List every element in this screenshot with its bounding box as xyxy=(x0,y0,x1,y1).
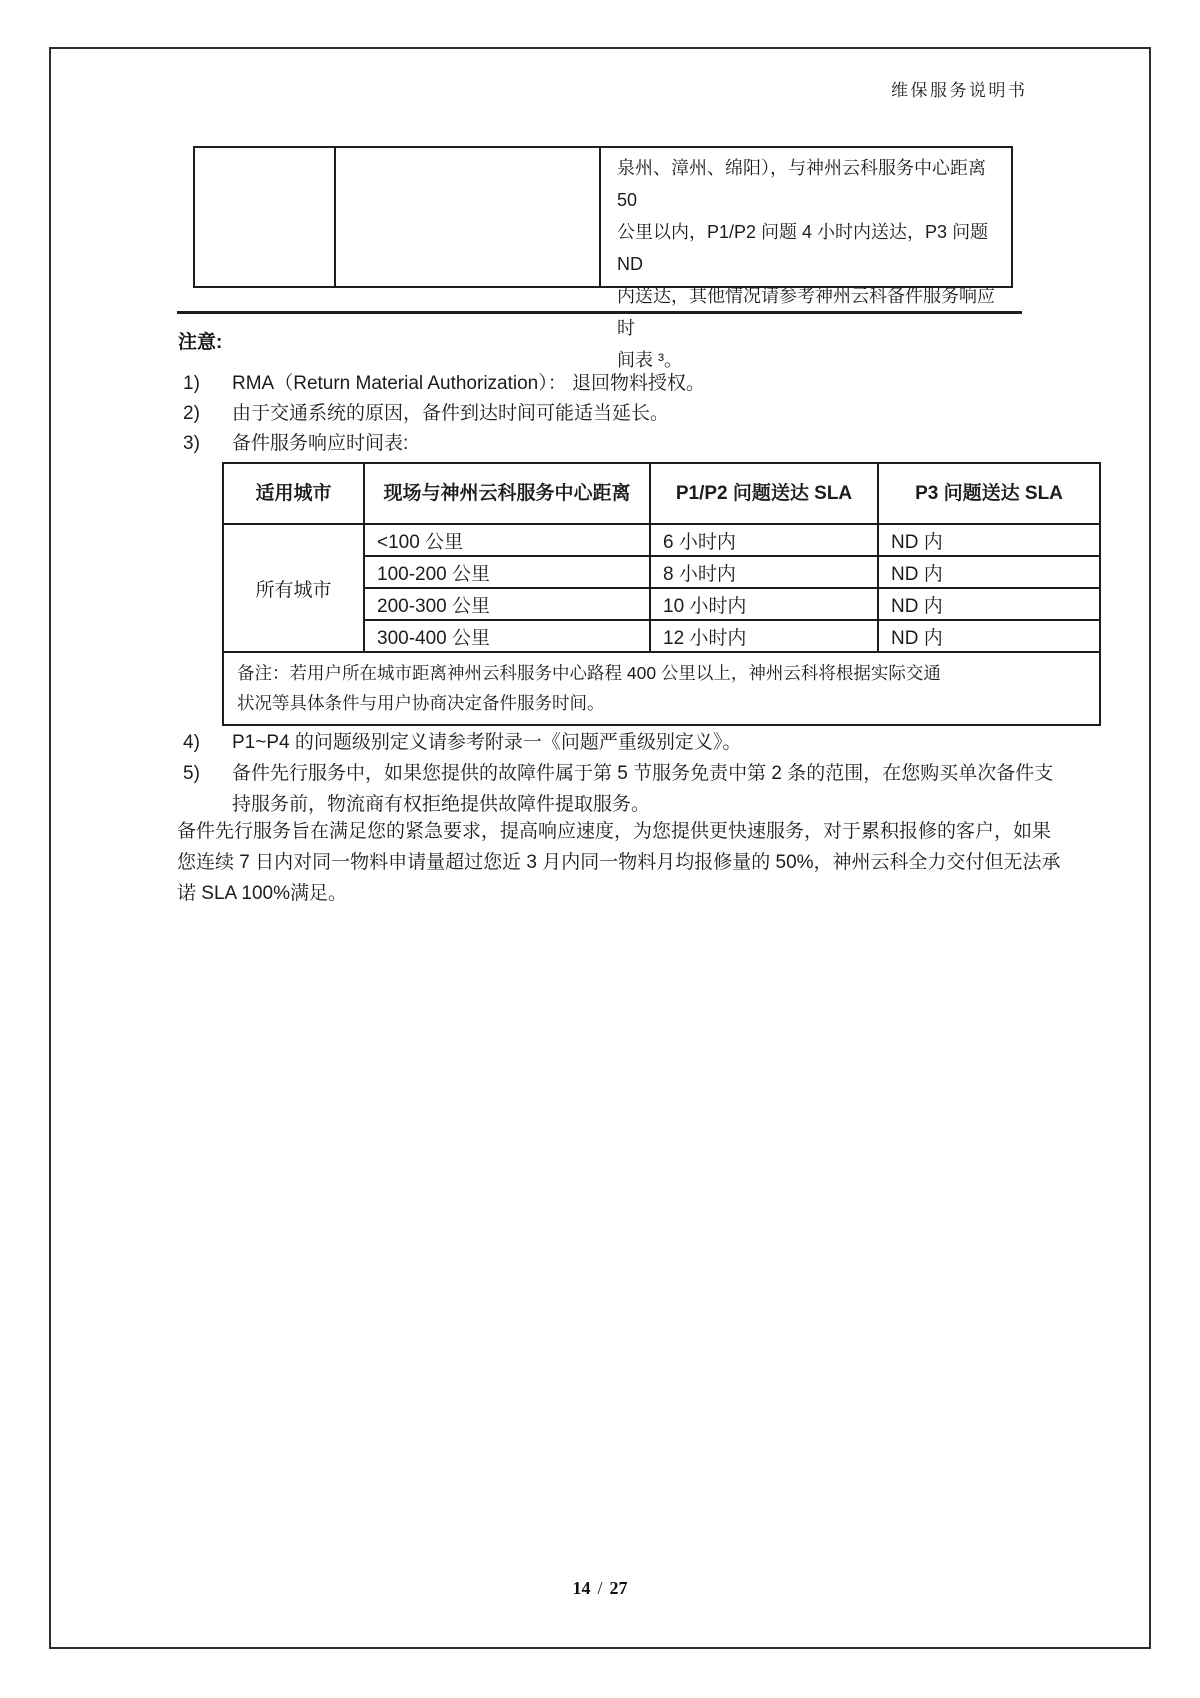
notice-label: 注意: xyxy=(178,332,223,353)
continuation-empty-cell-1 xyxy=(194,147,335,287)
continuation-cell-text xyxy=(601,148,1011,370)
p3-cell: ND 内 xyxy=(878,620,1100,652)
text-line: 备注：若用户所在城市距离神州云科服务中心路程 400 公里以上，神州云科将根据实际交通 xyxy=(237,663,941,683)
distance-cell: 100-200 公里 xyxy=(364,556,650,588)
text-line: 备件先行服务中，如果您提供的故障件属于第 5 节服务免责中第 2 条的范围，在您购买单次备件支 xyxy=(232,763,1054,784)
text-line: 您连续 7 日内对同一物料申请量超过您近 3 月内同一物料月均报修量的 50%，神州云科全力交付但无法承 xyxy=(177,852,1061,873)
p3-cell: ND 内 xyxy=(878,588,1100,620)
p1p2-cell: 8 小时内 xyxy=(650,556,878,588)
page-header-title: 维保服务说明书 xyxy=(891,81,1028,100)
table-row xyxy=(194,147,1012,287)
page-number-separator: / xyxy=(597,1578,603,1598)
distance-cell: 200-300 公里 xyxy=(364,588,650,620)
header-p1p2-sla: P1/P2 问题送达 SLA xyxy=(650,463,878,524)
text-line: 内送达，其他情况请参考神州云科备件服务响应时 xyxy=(617,286,995,338)
note-item-number: 1) xyxy=(183,373,200,394)
note-item-5 xyxy=(183,758,1053,820)
city-cell: 所有城市 xyxy=(223,524,364,652)
p1p2-cell: 12 小时内 xyxy=(650,620,878,652)
note-item-3 xyxy=(183,428,408,459)
text-line: 备件先行服务旨在满足您的紧急要求，提高响应速度，为您提供更快速服务，对于累积报修的客户，如果 xyxy=(177,821,1052,842)
footer-page-number xyxy=(0,1578,1200,1599)
header-p3-sla: P3 问题送达 SLA xyxy=(878,463,1100,524)
note-item-4 xyxy=(183,727,741,758)
distance-cell: 300-400 公里 xyxy=(364,620,650,652)
note-item-text xyxy=(232,758,1053,820)
text-line: 诺 SLA 100%满足。 xyxy=(177,883,348,904)
text-line: 泉州、漳州、绵阳），与神州云科服务中心距离 50 xyxy=(617,158,986,210)
note-item-number: 4) xyxy=(183,732,200,753)
table-header-row xyxy=(223,463,1100,524)
distance-cell: <100 公里 xyxy=(364,524,650,556)
note-item-text: 备件服务响应时间表: xyxy=(232,433,409,454)
current-page-number: 14 xyxy=(572,1578,591,1598)
section-divider-rule xyxy=(177,311,1022,314)
note-item-1 xyxy=(183,368,705,399)
header-applicable-city: 适用城市 xyxy=(223,463,364,524)
text-line: 公里以内，P1/P2 问题 4 小时内送达，P3 问题 ND xyxy=(617,222,989,274)
p3-cell: ND 内 xyxy=(878,524,1100,556)
text-line: 间表 ³。 xyxy=(617,350,682,370)
table-row xyxy=(223,524,1100,556)
table-remark-row xyxy=(223,652,1100,725)
continuation-empty-cell-2 xyxy=(335,147,600,287)
p1p2-cell: 10 小时内 xyxy=(650,588,878,620)
text-line: 状况等具体条件与用户协商决定备件服务时间。 xyxy=(237,693,605,713)
remark-cell xyxy=(223,652,1100,725)
header-distance: 现场与神州云科服务中心距离 xyxy=(364,463,650,524)
p3-cell: ND 内 xyxy=(878,556,1100,588)
text-line: 持服务前，物流商有权拒绝提供故障件提取服务。 xyxy=(232,794,651,815)
note-item-text: 由于交通系统的原因，备件到达时间可能适当延长。 xyxy=(232,403,670,424)
total-page-count: 27 xyxy=(609,1578,628,1598)
closing-paragraph xyxy=(177,816,1061,909)
note-item-text: P1~P4 的问题级别定义请参考附录一《问题严重级别定义》。 xyxy=(232,732,742,753)
note-item-text: RMA（Return Material Authorization）： 退回物料授权。 xyxy=(232,373,706,394)
note-item-2 xyxy=(183,398,669,429)
continuation-text-cell xyxy=(600,147,1012,370)
note-item-number: 5) xyxy=(183,763,200,784)
note-item-number: 2) xyxy=(183,403,200,424)
sla-response-time-table xyxy=(222,462,1101,726)
p1p2-cell: 6 小时内 xyxy=(650,524,878,556)
note-item-number: 3) xyxy=(183,433,200,454)
